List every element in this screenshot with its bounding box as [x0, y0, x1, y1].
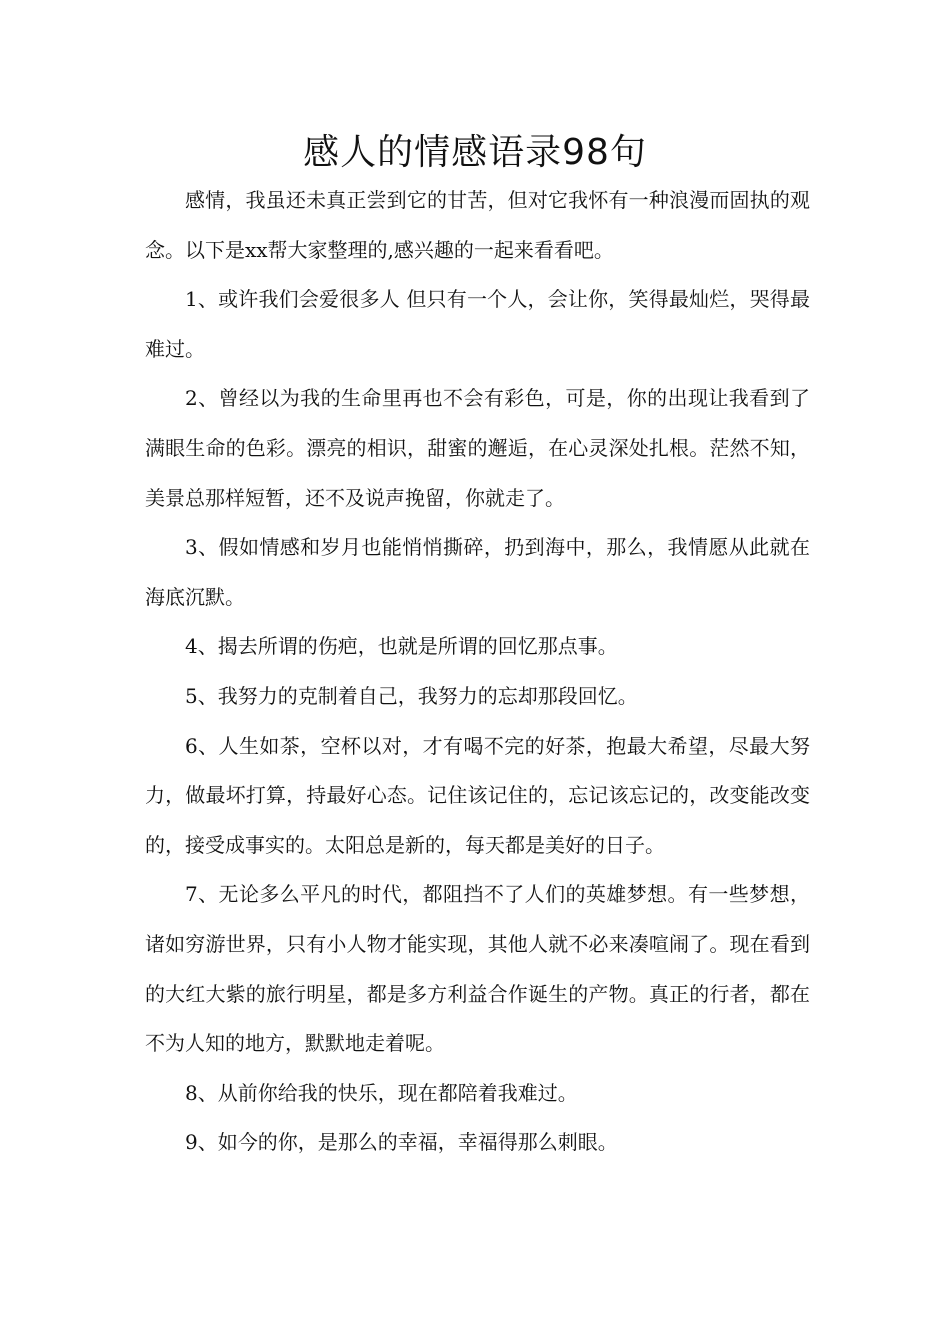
quote-paragraph-8: 8、从前你给我的快乐，现在都陪着我难过。	[185, 1080, 578, 1105]
quote-paragraph-1: 1、或许我们会爱很多人 但只有一个人，会让你，笑得最灿烂，哭得最难过。	[145, 287, 810, 361]
quote-paragraph-5: 5、我努力的克制着自己，我努力的忘却那段回忆。	[185, 683, 638, 708]
document-title: 感人的情感语录98句	[303, 132, 647, 173]
intro-paragraph: 感情，我虽还未真正尝到它的甘苦，但对它我怀有一种浪漫而固执的观念。以下是xx帮大家整理的,感兴趣的一起来看看吧。	[145, 188, 810, 262]
quote-paragraph-4: 4、揭去所谓的伤疤，也就是所谓的回忆那点事。	[185, 634, 618, 659]
quote-paragraph-9: 9、如今的你，是那么的幸福，幸福得那么刺眼。	[185, 1130, 618, 1155]
quote-paragraph-7: 7、无论多么平凡的时代，都阻挡不了人们的英雄梦想。有一些梦想，诸如穷游世界，只有小人物才能实现，其他人就不必来凑喧闹了。现在看到的大红大紫的旅行明星，都是多方利益合作诞生的产物。真正的行者，都在不为人知的地方，默默地走着呢。	[145, 882, 810, 1056]
quote-paragraph-3: 3、假如情感和岁月也能悄悄撕碎，扔到海中，那么，我情愿从此就在海底沉默。	[145, 535, 810, 609]
document-body	[145, 176, 810, 1168]
quote-paragraph-6: 6、人生如茶，空杯以对，才有喝不完的好茶，抱最大希望，尽最大努力，做最坏打算，持最好心态。记住该记住的，忘记该忘记的，改变能改变的，接受成事实的。太阳总是新的，每天都是美好的日子。	[145, 733, 810, 857]
quote-paragraph-2: 2、曾经以为我的生命里再也不会有彩色，可是，你的出现让我看到了满眼生命的色彩。漂亮的相识，甜蜜的邂逅，在心灵深处扎根。茫然不知，美景总那样短暂，还不及说声挽留，你就走了。	[145, 386, 810, 510]
